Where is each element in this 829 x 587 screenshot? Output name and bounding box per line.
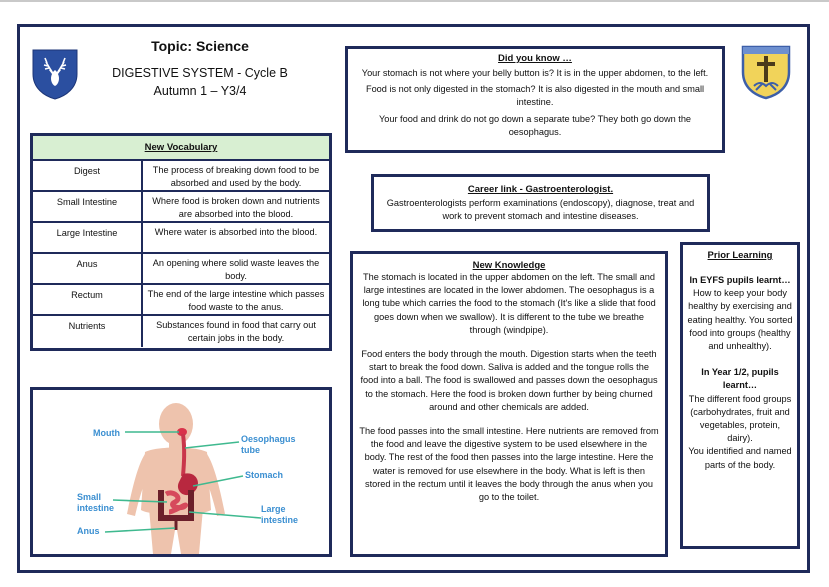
label-oesophagus: Oesophagus tube: [241, 434, 296, 455]
page-subtitle: DIGESTIVE SYSTEM - Cycle B: [112, 66, 288, 80]
year12-text: The different food groups (carbohydrates, fruit and vegetables, protein, dairy).: [688, 393, 792, 444]
digestive-system-diagram: [30, 387, 332, 557]
vocab-definition: Where food is broken down and nutrients are absorbed into the blood.: [152, 196, 320, 219]
label-anus: Anus: [77, 526, 100, 536]
knowledge-paragraph: The stomach is located in the upper abdomen on the left. The small and large intestines are located in the lower abdomen. The oesophagus is a long tube which carries the food to the stomach (It's like a slide that food goes down when we swallow). It is different to the tube we breathe through (windpipe).: [362, 272, 656, 335]
vocab-definition: Substances found in food that carry out certain jobs in the body.: [156, 320, 316, 343]
vocab-row: [33, 192, 329, 223]
vocab-term: Small Intestine: [33, 192, 143, 221]
did-you-know-heading: Did you know …: [498, 53, 572, 64]
fact-item: Your stomach is not where your belly button is? It is in the upper abdomen, to the left.: [361, 68, 709, 78]
vocab-term: Nutrients: [33, 316, 143, 347]
career-link-panel: [371, 174, 710, 232]
new-knowledge-panel: [350, 251, 668, 557]
did-you-know-panel: [345, 46, 725, 153]
top-divider: [0, 0, 829, 2]
label-stomach: Stomach: [245, 470, 284, 480]
knowledge-paragraph: The food passes into the small intestine. Here nutrients are removed from the food and leave the digestive system to be used elsewhere in the body. The rest of the food then passes into the large intestine. Here the water is removed for use elsewhere in the body. What is left is then stored in the rectum until it leaves the body through the anus when you go to the toilet.: [359, 426, 659, 503]
vocab-row: [33, 254, 329, 285]
vocab-term: Anus: [33, 254, 143, 283]
vocab-definition: An opening where solid waste leaves the body.: [152, 258, 320, 281]
fact-item: Food is not only digested in the stomach? It is also digested in the mouth and small intestine.: [365, 84, 705, 108]
label-mouth: Mouth: [93, 428, 120, 438]
vocabulary-table: [30, 133, 332, 351]
prior-learning-panel: [680, 242, 800, 549]
year12-heading: In Year 1/2, pupils learnt…: [701, 367, 779, 391]
knowledge-paragraph: Food enters the body through the mouth. Digestion starts when the teeth start to break the food down. Saliva is added and the tongue rolls the food into a ball. The food is swallowed and passes down the oesophagus to the stomach. Here the food is broken down further by being churned around and other chemicals are added.: [360, 349, 658, 412]
school-crest-cross-icon: [740, 44, 792, 100]
career-heading: Career link - Gastroenterologist.: [467, 184, 614, 195]
prior-learning-heading: Prior Learning: [707, 250, 773, 261]
school-crest-stag-icon: [30, 48, 80, 100]
vocab-definition: The end of the large intestine which passes food waste to the anus.: [147, 289, 325, 312]
page-title: Topic: Science: [151, 38, 249, 54]
vocab-row: [33, 316, 329, 347]
vocabulary-heading: New Vocabulary: [144, 142, 218, 153]
vocab-definition: Where water is absorbed into the blood.: [154, 227, 318, 237]
vocab-term: Rectum: [33, 285, 143, 314]
vocab-row: [33, 223, 329, 254]
vocab-term: Large Intestine: [33, 223, 143, 252]
vocab-term: Digest: [33, 161, 143, 190]
new-knowledge-heading: New Knowledge: [472, 260, 546, 271]
vocabulary-header: [33, 136, 329, 161]
vocab-row: [33, 285, 329, 316]
vocab-definition: The process of breaking down food to be absorbed and used by the body.: [152, 165, 320, 188]
eyfs-text: How to keep your body healthy by exercising and eating healthy. You sorted food into groups (healthy and unhealthy).: [687, 288, 793, 352]
year12-text: You identified and named parts of the body.: [688, 446, 792, 470]
page-term: Autumn 1 – Y3/4: [153, 84, 247, 98]
label-large-intestine: Large intestine: [261, 504, 299, 525]
label-small-intestine: Small intestine: [77, 492, 115, 513]
career-text: Gastroenterologists perform examinations (endoscopy), diagnose, treat and work to prevent stomach and intestine diseases.: [386, 198, 695, 222]
fact-item: Your food and drink do not go down a separate tube? They both go down the oesophagus.: [378, 113, 692, 137]
vocab-row: [33, 161, 329, 192]
eyfs-heading: In EYFS pupils learnt…: [689, 275, 791, 285]
